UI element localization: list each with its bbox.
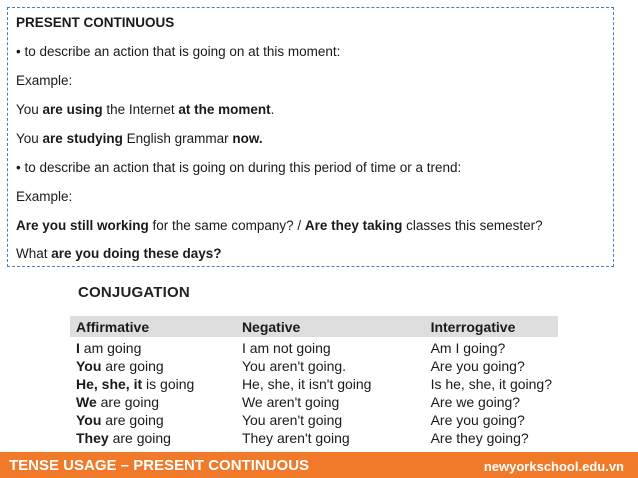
- time-highlight: now.: [232, 131, 263, 146]
- affirmative-cell: [70, 411, 236, 429]
- section-title: PRESENT CONTINUOUS: [16, 15, 175, 30]
- negative-cell: You aren't going: [241, 412, 343, 428]
- verb-highlight: are studying: [42, 131, 123, 146]
- verb: is going: [142, 376, 195, 392]
- text: You: [16, 131, 43, 146]
- example-sentence-4: [16, 246, 222, 261]
- example-sentence-2: [16, 131, 263, 146]
- subject: You: [76, 358, 102, 374]
- negative-cell: I am not going: [241, 340, 331, 356]
- verb-highlight: Are they taking: [304, 218, 403, 233]
- footer-bar: [0, 452, 638, 478]
- interrogative-cell: Are we going?: [430, 394, 521, 410]
- time-highlight: at the moment: [178, 102, 271, 117]
- conjugation-title: CONJUGATION: [78, 284, 190, 301]
- example-label-2: Example:: [16, 189, 73, 204]
- text: English grammar: [122, 131, 233, 146]
- verb: are going: [96, 394, 160, 410]
- verb: are going: [108, 430, 171, 446]
- verb: am going: [79, 340, 142, 356]
- table-row: [70, 393, 558, 411]
- verb-highlight: are you doing these days?: [51, 246, 222, 261]
- verb-highlight: Are you still working: [16, 218, 149, 233]
- verb: are going: [101, 358, 164, 374]
- table-row: [70, 337, 558, 357]
- table-row: [70, 411, 558, 429]
- conjugation-table: [70, 316, 558, 447]
- table-header-row: [70, 316, 558, 337]
- text: for the same company? /: [148, 218, 305, 233]
- negative-cell: You aren't going.: [241, 358, 347, 374]
- example-sentence-1: [16, 102, 274, 117]
- affirmative-cell: [70, 429, 236, 447]
- footer-website: newyorkschool.edu.vn: [483, 459, 624, 474]
- verb: are going: [101, 412, 164, 428]
- negative-cell: They aren't going: [241, 430, 350, 446]
- footer-title: TENSE USAGE – PRESENT CONTINUOUS: [9, 457, 310, 474]
- interrogative-cell: Are they going?: [430, 430, 529, 446]
- negative-cell: We aren't going: [241, 394, 340, 410]
- table-row: [70, 429, 558, 447]
- subject: They: [76, 430, 109, 446]
- text: You: [16, 102, 43, 117]
- text: classes this semester?: [402, 218, 543, 233]
- usage-bullet-2: • to describe an action that is going on during this period of time or a trend:: [16, 160, 462, 175]
- affirmative-cell: [70, 357, 236, 375]
- affirmative-cell: [70, 393, 236, 411]
- interrogative-cell: Are you going?: [430, 412, 525, 428]
- text: the Internet: [102, 102, 179, 117]
- header-affirmative: Affirmative: [70, 316, 236, 337]
- interrogative-cell: Are you going?: [430, 358, 525, 374]
- affirmative-cell: [70, 375, 236, 393]
- interrogative-cell: Is he, she, it going?: [430, 376, 552, 392]
- example-label-1: Example:: [16, 73, 73, 88]
- interrogative-cell: Am I going?: [430, 340, 506, 356]
- negative-cell: He, she, it isn't going: [241, 376, 372, 392]
- subject: You: [76, 412, 102, 428]
- example-sentence-3: [16, 218, 543, 233]
- text: What: [16, 246, 52, 261]
- table-row: [70, 375, 558, 393]
- table-row: [70, 357, 558, 375]
- header-interrogative: Interrogative: [425, 316, 558, 337]
- affirmative-cell: [70, 337, 236, 357]
- verb-highlight: are using: [42, 102, 103, 117]
- text: .: [270, 102, 275, 117]
- usage-bullet-1: • to describe an action that is going on at this moment:: [16, 44, 341, 59]
- subject: He, she, it: [76, 376, 143, 392]
- subject: I: [76, 340, 80, 356]
- header-negative: Negative: [236, 316, 425, 337]
- subject: We: [76, 394, 97, 410]
